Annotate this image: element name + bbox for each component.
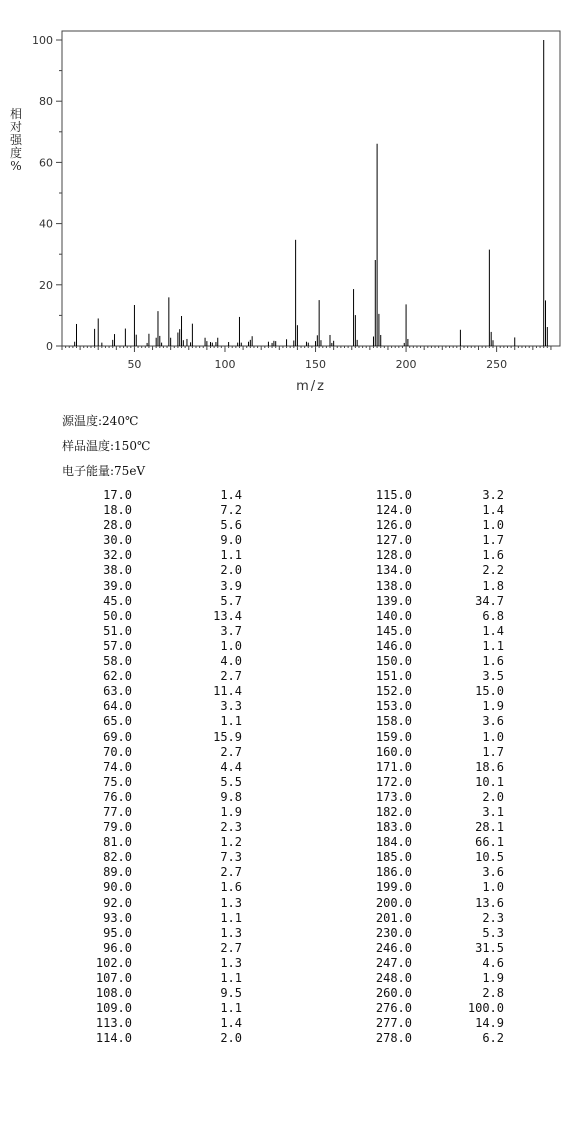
intensity-left: 2.7	[220, 669, 242, 684]
mz-left: 45.0	[103, 593, 132, 608]
table-row	[70, 1016, 504, 1031]
mz-right: 134.0	[375, 563, 412, 578]
mz-left: 70.0	[103, 744, 132, 759]
mz-right: 158.0	[375, 714, 412, 729]
intensity-left: 1.2	[220, 835, 242, 850]
table-row	[70, 730, 504, 745]
mz-right: 124.0	[375, 503, 412, 518]
intensity-right: 14.9	[475, 1016, 504, 1031]
mz-right: 146.0	[375, 638, 412, 653]
mz-left: 93.0	[103, 910, 132, 925]
mz-left: 57.0	[103, 638, 132, 653]
intensity-right: 1.7	[482, 744, 504, 759]
y-axis-label-char: %	[10, 159, 22, 173]
intensity-left: 5.5	[220, 774, 242, 789]
intensity-right: 2.8	[482, 986, 504, 1001]
intensity-right: 5.3	[482, 925, 504, 940]
mz-right: 185.0	[375, 850, 412, 865]
intensity-left: 2.7	[220, 744, 242, 759]
mz-left: 74.0	[103, 759, 132, 774]
table-row	[70, 609, 504, 624]
mz-right: 246.0	[375, 940, 412, 955]
intensity-right: 15.0	[475, 684, 504, 699]
intensity-left: 2.3	[220, 820, 242, 835]
table-row	[70, 714, 504, 729]
mz-right: 160.0	[375, 744, 412, 759]
table-row	[70, 548, 504, 563]
intensity-right: 13.6	[475, 895, 504, 910]
mz-left: 18.0	[103, 503, 132, 518]
mz-left: 30.0	[103, 533, 132, 548]
x-axis	[62, 346, 551, 371]
table-row	[70, 986, 504, 1001]
mz-right: 145.0	[375, 623, 412, 638]
table-row	[70, 1031, 504, 1046]
intensity-right: 2.3	[482, 910, 504, 925]
mz-right: 230.0	[375, 925, 412, 940]
y-tick-label: 40	[39, 217, 53, 231]
mz-left: 89.0	[103, 865, 132, 880]
table-row	[70, 760, 504, 775]
table-row	[70, 775, 504, 790]
y-tick-label: 0	[46, 340, 53, 353]
table-row	[70, 488, 504, 503]
mz-right: 199.0	[375, 880, 412, 895]
table-row	[70, 835, 504, 850]
mz-left: 58.0	[103, 654, 132, 669]
mz-right: 151.0	[375, 669, 412, 684]
intensity-left: 2.7	[220, 940, 242, 955]
intensity-left: 3.7	[220, 623, 242, 638]
y-axis-label	[9, 108, 23, 173]
intensity-left: 1.1	[220, 910, 242, 925]
intensity-left: 9.8	[220, 789, 242, 804]
mz-left: 28.0	[103, 518, 132, 533]
intensity-right: 34.7	[475, 593, 504, 608]
electron-energy: 电子能量:75eV	[62, 464, 146, 478]
mz-left: 79.0	[103, 820, 132, 835]
mz-left: 39.0	[103, 578, 132, 593]
table-row	[70, 594, 504, 609]
table-row	[70, 518, 504, 533]
intensity-left: 1.0	[220, 638, 242, 653]
table-row	[70, 820, 504, 835]
intensity-left: 4.4	[220, 759, 242, 774]
table-row	[70, 503, 504, 518]
mz-right: 172.0	[375, 774, 412, 789]
mz-left: 50.0	[103, 608, 132, 623]
peak-table	[70, 488, 504, 1046]
mz-left: 63.0	[103, 684, 132, 699]
mz-right: 138.0	[375, 578, 412, 593]
table-row	[70, 880, 504, 895]
y-tick-label: 80	[39, 95, 53, 109]
intensity-right: 66.1	[475, 835, 504, 850]
intensity-left: 1.3	[220, 955, 242, 970]
x-tick-label: 200	[395, 358, 417, 371]
table-row	[70, 926, 504, 941]
intensity-left: 1.1	[220, 548, 242, 563]
table-row	[70, 654, 504, 669]
intensity-left: 15.9	[213, 729, 242, 744]
table-row	[70, 669, 504, 684]
mz-right: 126.0	[375, 518, 412, 533]
table-row	[70, 971, 504, 986]
table-row	[70, 896, 504, 911]
mz-left: 82.0	[103, 850, 132, 865]
table-row	[70, 563, 504, 578]
intensity-right: 1.0	[482, 880, 504, 895]
mz-left: 77.0	[103, 804, 132, 819]
mz-left: 81.0	[103, 835, 132, 850]
x-tick-label: 150	[305, 358, 327, 371]
mz-left: 95.0	[103, 925, 132, 940]
mz-left: 62.0	[103, 669, 132, 684]
intensity-left: 2.7	[220, 865, 242, 880]
intensity-left: 3.9	[220, 578, 242, 593]
intensity-right: 10.1	[475, 774, 504, 789]
table-row	[70, 699, 504, 714]
mz-right: 173.0	[375, 789, 412, 804]
mz-right: 201.0	[375, 910, 412, 925]
mz-left: 96.0	[103, 940, 132, 955]
x-tick-label: 50	[127, 358, 142, 371]
mz-right: 115.0	[375, 488, 412, 502]
y-tick-label: 60	[39, 156, 53, 170]
intensity-left: 2.0	[220, 1031, 242, 1046]
intensity-right: 10.5	[475, 850, 504, 865]
mz-left: 113.0	[95, 1016, 132, 1031]
intensity-right: 1.6	[482, 654, 504, 669]
table-row	[70, 865, 504, 880]
intensity-left: 1.3	[220, 925, 242, 940]
x-tick-label: 100	[214, 358, 236, 371]
intensity-left: 4.0	[220, 654, 242, 669]
y-axis	[32, 34, 62, 353]
mz-right: 140.0	[375, 608, 412, 623]
intensity-right: 1.6	[482, 548, 504, 563]
intensity-right: 1.0	[482, 518, 504, 533]
intensity-right: 28.1	[475, 820, 504, 835]
mz-right: 260.0	[375, 986, 412, 1001]
intensity-left: 1.1	[220, 971, 242, 985]
intensity-right: 1.8	[482, 578, 504, 593]
mz-right: 171.0	[375, 759, 412, 774]
mz-right: 277.0	[375, 1016, 412, 1031]
mz-left: 32.0	[103, 548, 132, 563]
intensity-right: 3.2	[482, 488, 504, 502]
mz-right: 183.0	[375, 820, 412, 835]
intensity-right: 3.6	[482, 865, 504, 880]
intensity-left: 9.0	[220, 533, 242, 548]
source-temperature: 源温度:240℃	[62, 414, 139, 428]
mz-left: 65.0	[103, 714, 132, 729]
table-row	[70, 533, 504, 548]
mz-right: 278.0	[375, 1031, 412, 1046]
y-axis-label-char: 相	[9, 107, 22, 121]
intensity-right: 100.0	[467, 1001, 504, 1016]
mz-left: 92.0	[103, 895, 132, 910]
intensity-left: 7.3	[220, 850, 242, 865]
intensity-left: 1.4	[220, 488, 242, 502]
intensity-right: 3.6	[482, 714, 504, 729]
mz-right: 247.0	[375, 955, 412, 970]
intensity-left: 2.0	[220, 563, 242, 578]
intensity-left: 5.7	[220, 593, 242, 608]
mz-left: 107.0	[95, 971, 132, 985]
table-row	[70, 956, 504, 971]
mz-left: 64.0	[103, 699, 132, 714]
intensity-right: 2.2	[482, 563, 504, 578]
y-axis-label-char: 对	[9, 120, 22, 134]
sample-temperature: 样品温度:150℃	[62, 439, 151, 453]
mz-right: 127.0	[375, 533, 412, 548]
intensity-right: 1.7	[482, 533, 504, 548]
mz-left: 38.0	[103, 563, 132, 578]
table-row	[70, 684, 504, 699]
y-axis-label-char: 强	[9, 133, 22, 147]
intensity-right: 18.6	[475, 759, 504, 774]
mz-right: 248.0	[375, 971, 412, 985]
mz-left: 69.0	[103, 729, 132, 744]
intensity-left: 1.6	[220, 880, 242, 895]
x-tick-label: 250	[486, 358, 508, 371]
intensity-right: 1.4	[482, 623, 504, 638]
intensity-left: 5.6	[220, 518, 242, 533]
bars-group	[75, 40, 548, 346]
intensity-left: 9.5	[220, 986, 242, 1001]
mz-left: 51.0	[103, 623, 132, 638]
mz-left: 75.0	[103, 774, 132, 789]
table-row	[70, 1001, 504, 1016]
intensity-right: 1.0	[482, 729, 504, 744]
table-row	[70, 850, 504, 865]
intensity-right: 3.1	[482, 804, 504, 819]
table-row	[70, 624, 504, 639]
table-row	[70, 911, 504, 926]
intensity-left: 3.3	[220, 699, 242, 714]
table-row	[70, 579, 504, 594]
table-row	[70, 745, 504, 760]
mz-right: 276.0	[375, 1001, 412, 1016]
intensity-left: 1.9	[220, 804, 242, 819]
mz-left: 17.0	[103, 488, 132, 502]
mz-right: 139.0	[375, 593, 412, 608]
mz-left: 102.0	[95, 955, 132, 970]
intensity-left: 7.2	[220, 503, 242, 518]
intensity-right: 2.0	[482, 789, 504, 804]
mz-left: 76.0	[103, 789, 132, 804]
y-tick-label: 20	[39, 278, 53, 292]
table-row	[70, 805, 504, 820]
intensity-left: 13.4	[213, 608, 242, 623]
mz-left: 109.0	[95, 1001, 132, 1016]
intensity-right: 1.9	[482, 699, 504, 714]
mz-right: 128.0	[375, 548, 412, 563]
table-row	[70, 790, 504, 805]
mz-left: 108.0	[95, 986, 132, 1001]
intensity-right: 3.5	[482, 669, 504, 684]
mz-right: 182.0	[375, 804, 412, 819]
mass-spectrum-chart	[0, 0, 570, 395]
intensity-right: 1.4	[482, 503, 504, 518]
intensity-right: 6.2	[482, 1031, 504, 1046]
intensity-left: 1.4	[220, 1016, 242, 1031]
intensity-left: 1.1	[220, 714, 242, 729]
intensity-right: 1.9	[482, 971, 504, 985]
mz-right: 153.0	[375, 699, 412, 714]
intensity-left: 11.4	[213, 684, 242, 699]
mz-right: 186.0	[375, 865, 412, 880]
intensity-right: 31.5	[475, 940, 504, 955]
table-row	[70, 639, 504, 654]
intensity-left: 1.1	[220, 1001, 242, 1016]
x-axis-label: m/z	[296, 379, 326, 394]
intensity-right: 4.6	[482, 955, 504, 970]
intensity-left: 1.3	[220, 895, 242, 910]
mz-right: 200.0	[375, 895, 412, 910]
mz-right: 152.0	[375, 684, 412, 699]
mz-right: 159.0	[375, 729, 412, 744]
plot-frame	[62, 31, 560, 346]
intensity-right: 1.1	[482, 638, 504, 653]
mz-right: 150.0	[375, 654, 412, 669]
mz-left: 90.0	[103, 880, 132, 895]
mz-left: 114.0	[95, 1031, 132, 1046]
y-tick-label: 100	[32, 34, 53, 47]
mz-right: 184.0	[375, 835, 412, 850]
table-row	[70, 941, 504, 956]
intensity-right: 6.8	[482, 608, 504, 623]
y-axis-label-char: 度	[9, 146, 22, 160]
